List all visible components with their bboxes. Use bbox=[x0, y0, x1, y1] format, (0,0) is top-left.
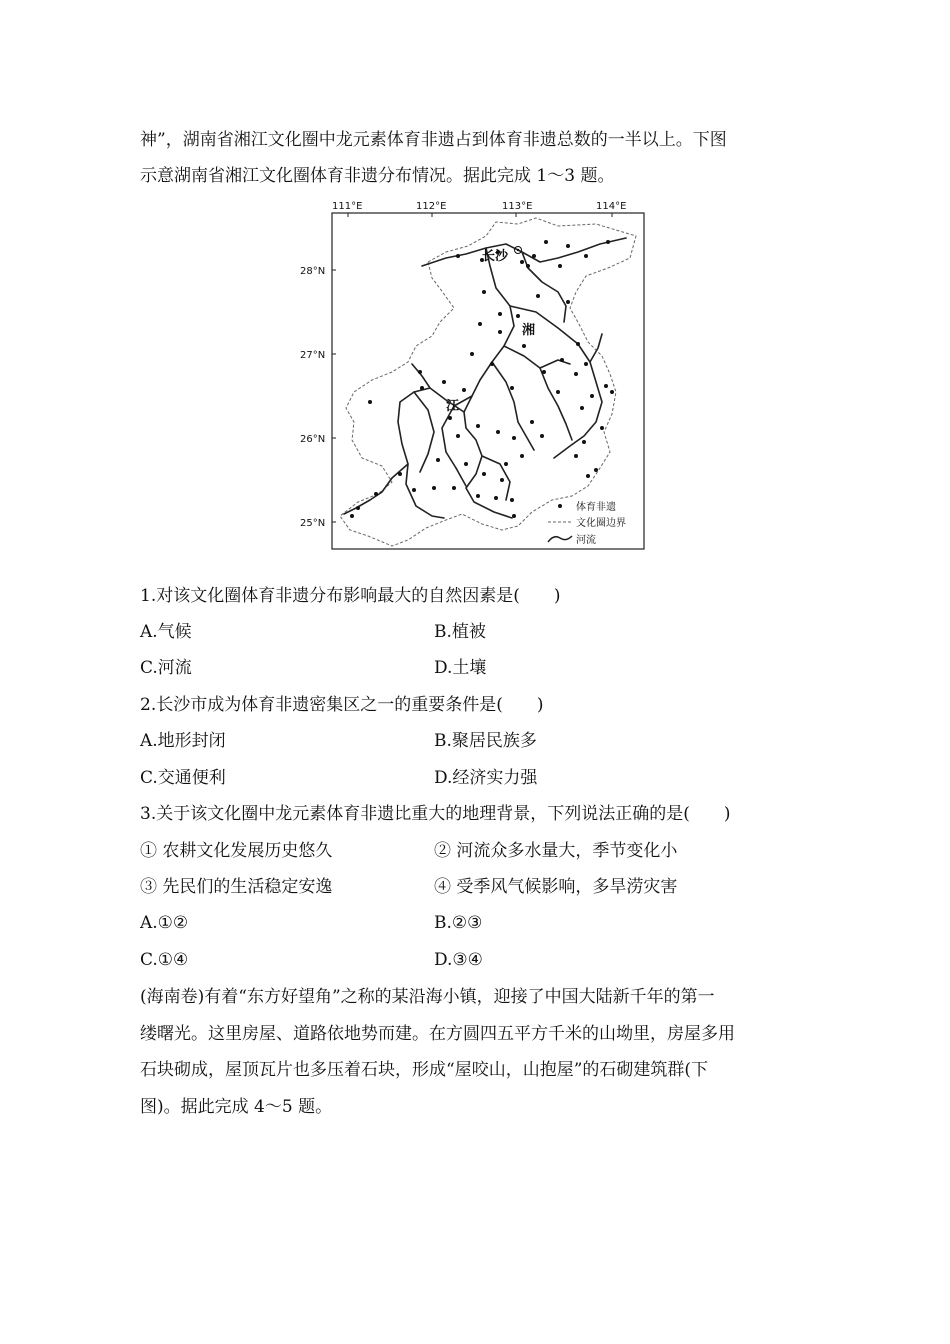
q1-option-a[interactable]: A.气候 bbox=[140, 622, 192, 642]
heritage-distribution-map bbox=[296, 196, 646, 552]
lat-label-25: 25°N bbox=[300, 518, 326, 529]
changsha-label: 长沙 bbox=[482, 249, 509, 264]
lon-label-112: 112°E bbox=[416, 201, 447, 212]
heritage-dots bbox=[350, 240, 614, 518]
passage2-line-4: 图)。据此完成 4～5 题。 bbox=[140, 1097, 333, 1117]
q3-option-c[interactable]: C.①④ bbox=[140, 950, 189, 970]
intro-line-2: 示意湖南省湘江文化圈体育非遗分布情况。据此完成 1～3 题。 bbox=[140, 166, 615, 186]
q2-stem: 2.长沙市成为体育非遗密集区之一的重要条件是( ) bbox=[140, 695, 544, 715]
lon-label-111: 111°E bbox=[332, 201, 363, 212]
legend-heritage: 体育非遗 bbox=[576, 502, 616, 513]
q1-stem: 1.对该文化圈体育非遗分布影响最大的自然因素是( ) bbox=[140, 586, 561, 606]
legend-dot-icon bbox=[558, 504, 562, 508]
legend-river: 河流 bbox=[576, 535, 596, 546]
passage2-line-2: 缕曙光。这里房屋、道路依地势而建。在方圆四五平方千米的山坳里，房屋多用 bbox=[140, 1024, 735, 1044]
q2-option-a[interactable]: A.地形封闭 bbox=[140, 731, 226, 751]
q3-statement-3: ③ 先民们的生活稳定安逸 bbox=[140, 877, 333, 897]
q1-option-b[interactable]: B.植被 bbox=[434, 622, 486, 642]
culture-circle-boundary bbox=[340, 218, 636, 546]
q2-option-c[interactable]: C.交通便利 bbox=[140, 768, 226, 788]
q3-option-d[interactable]: D.③④ bbox=[434, 950, 483, 970]
xiang-label: 湘 bbox=[522, 323, 536, 338]
passage2-line-1: (海南卷)有着“东方好望角”之称的某沿海小镇，迎接了中国大陆新千年的第一 bbox=[140, 987, 715, 1007]
q3-statement-2: ② 河流众多水量大，季节变化小 bbox=[434, 841, 678, 861]
q3-statement-1: ① 农耕文化发展历史悠久 bbox=[140, 841, 333, 861]
passage2-line-3: 石块砌成，屋顶瓦片也多压着石块，形成“屋咬山，山抱屋”的石砌建筑群(下 bbox=[140, 1060, 709, 1080]
legend-boundary: 文化圈边界 bbox=[576, 518, 626, 529]
legend-river-icon bbox=[548, 536, 572, 542]
lat-label-27: 27°N bbox=[300, 350, 326, 361]
q3-statement-4: ④ 受季风气候影响，多旱涝灾害 bbox=[434, 877, 678, 897]
q2-option-b[interactable]: B.聚居民族多 bbox=[434, 731, 537, 751]
map-legend bbox=[548, 500, 626, 546]
q3-option-a[interactable]: A.①② bbox=[140, 913, 189, 933]
lon-label-114: 114°E bbox=[596, 201, 627, 212]
jiang-label: 江 bbox=[446, 399, 460, 414]
intro-line-1: 神”，湖南省湘江文化圈中龙元素体育非遗占到体育非遗总数的一半以上。下图 bbox=[140, 130, 727, 150]
q2-option-d[interactable]: D.经济实力强 bbox=[434, 768, 538, 788]
lat-label-28: 28°N bbox=[300, 266, 326, 277]
q3-option-b[interactable]: B.②③ bbox=[434, 913, 483, 933]
q1-option-d[interactable]: D.土壤 bbox=[434, 658, 487, 678]
q3-stem: 3.关于该文化圈中龙元素体育非遗比重大的地理背景，下列说法正确的是( ) bbox=[140, 804, 731, 824]
lon-label-113: 113°E bbox=[502, 201, 533, 212]
q1-option-c[interactable]: C.河流 bbox=[140, 658, 192, 678]
lat-label-26: 26°N bbox=[300, 434, 326, 445]
